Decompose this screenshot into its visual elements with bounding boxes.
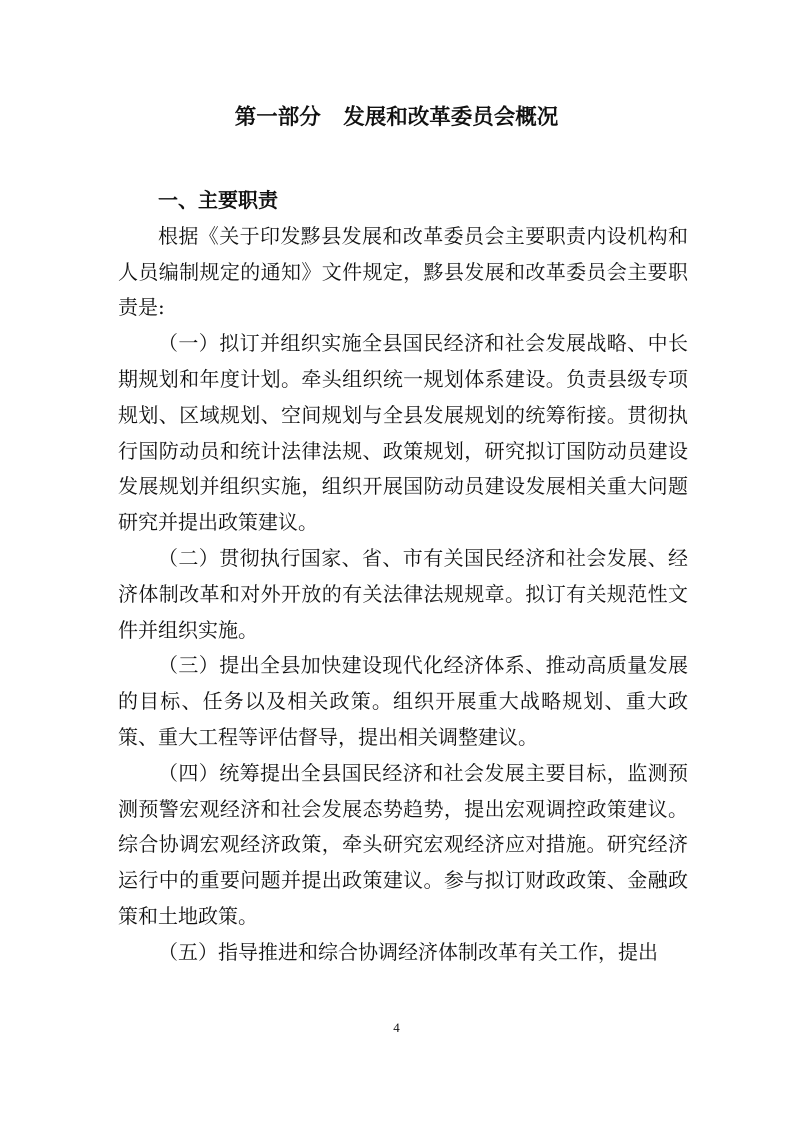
paragraph-item-2: （二）贯彻执行国家、省、市有关国民经济和社会发展、经济体制改革和对外开放的有关法律法规规章。拟订有关规范性文件并组织实施。 bbox=[118, 545, 688, 642]
page-number: 4 bbox=[393, 1020, 400, 1035]
section-heading: 一、主要职责 bbox=[158, 188, 278, 212]
paragraph-item-1: （一）拟订并组织实施全县国民经济和社会发展战略、中长期规划和年度计划。牵头组织统一规划体系建设。负责县级专项规划、区域规划、空间规划与全县发展规划的统筹衔接。贯彻执行国防动员和统计法律法规、政策规划，研究拟订国防动员建设发展规划并组织实施，组织开展国防动员建设发展相关重大问题研究并提出政策建议。 bbox=[118, 331, 688, 535]
paragraph-item-5: （五）指导推进和综合协调经济体制改革有关工作，提出 bbox=[158, 939, 658, 964]
document-body bbox=[118, 183, 688, 971]
page-title: 第一部分 发展和改革委员会概况 bbox=[234, 105, 559, 130]
paragraph-item-4: （四）统筹提出全县国民经济和社会发展主要目标，监测预测预警宏观经济和社会发展态势趋势，提出宏观调控政策建议。综合协调宏观经济政策，牵头研究宏观经济应对措施。研究经济运行中的重要问题并提出政策建议。参与拟订财政政策、金融政策和土地政策。 bbox=[118, 760, 688, 928]
paragraph-intro: 根据《关于印发黟县发展和改革委员会主要职责内设机构和人员编制规定的通知》文件规定，黟县发展和改革委员会主要职责是: bbox=[118, 223, 688, 320]
paragraph-item-3: （三）提出全县加快建设现代化经济体系、推动高质量发展的目标、任务以及相关政策。组织开展重大战略规划、重大政策、重大工程等评估督导，提出相关调整建议。 bbox=[118, 653, 688, 749]
